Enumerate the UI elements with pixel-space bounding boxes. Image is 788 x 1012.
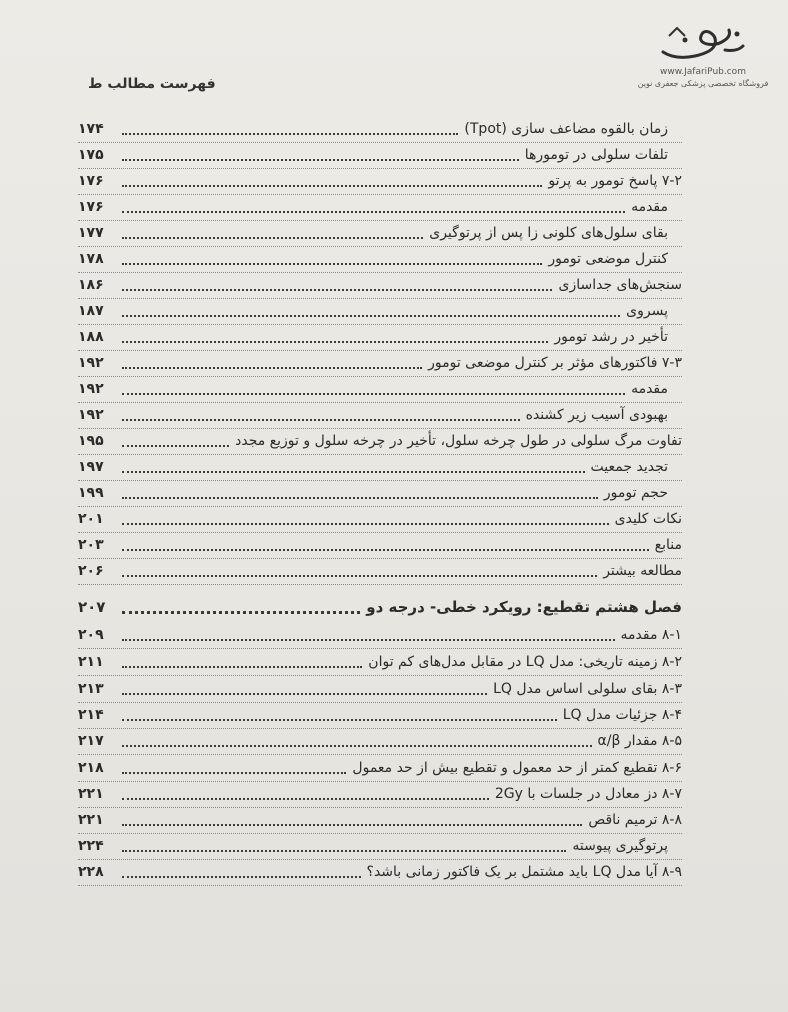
toc-page-number: ۱۹۲ xyxy=(78,355,104,371)
toc-entry-title: حجم تومور xyxy=(603,485,668,501)
row-divider xyxy=(78,454,682,455)
toc-entry-title: ۸-۸ ترمیم ناقص xyxy=(588,812,682,828)
dot-leader xyxy=(122,289,552,291)
toc-row[interactable] xyxy=(78,352,682,374)
running-header: فهرست مطالب ط xyxy=(88,76,216,92)
dot-leader xyxy=(122,523,609,525)
row-divider xyxy=(78,168,682,169)
toc-page-number: ۲۰۷ xyxy=(78,598,106,616)
toc-entry-title: ۸-۳ بقای سلولی اساس مدل LQ xyxy=(493,681,682,697)
toc-row[interactable] xyxy=(78,783,682,805)
toc-row[interactable] xyxy=(78,404,682,426)
toc-row[interactable] xyxy=(78,835,682,857)
dot-leader xyxy=(122,341,548,343)
toc-entry-title: ۸-۲ زمینه تاریخی: مدل LQ در مقابل مدل‌های کم توان xyxy=(368,654,682,670)
toc-chapter-row[interactable] xyxy=(78,596,682,618)
dot-leader xyxy=(122,876,361,878)
toc-row[interactable] xyxy=(78,624,682,646)
dot-leader xyxy=(122,471,585,473)
row-divider xyxy=(78,506,682,507)
dot-leader xyxy=(122,133,458,135)
row-divider xyxy=(78,702,682,703)
dot-leader xyxy=(122,263,542,265)
row-divider xyxy=(78,428,682,429)
toc-entry-title: ۸-۱ مقدمه xyxy=(620,627,682,643)
toc-entry-title: ۸-۷ دز معادل در جلسات با 2Gy xyxy=(494,786,682,802)
toc-row[interactable] xyxy=(78,534,682,556)
dot-leader xyxy=(122,745,592,747)
row-divider xyxy=(78,480,682,481)
toc-entry-title: ۷-۳ فاکتورهای مؤثر بر کنترل موضعی تومور xyxy=(428,355,682,371)
dot-leader xyxy=(122,445,229,447)
row-divider xyxy=(78,807,682,808)
toc-row[interactable] xyxy=(78,248,682,270)
dot-leader xyxy=(122,211,625,213)
dot-leader xyxy=(122,367,422,369)
row-divider xyxy=(78,298,682,299)
dot-leader xyxy=(122,666,362,668)
row-divider xyxy=(78,584,682,585)
toc-row[interactable] xyxy=(78,222,682,244)
toc-row[interactable] xyxy=(78,118,682,140)
toc-entry-title: پرتوگیری پیوسته xyxy=(572,838,668,854)
toc-entry-title: ۸-۵ مقدار α/β xyxy=(597,733,682,749)
toc-row[interactable] xyxy=(78,861,682,883)
toc-entry-title: تلفات سلولی در تومورها xyxy=(524,147,668,163)
row-divider xyxy=(78,885,682,886)
toc-row[interactable] xyxy=(78,651,682,673)
toc-entry-title: کنترل موضعی تومور xyxy=(548,251,668,267)
toc-entry-title: ۸-۹ آیا مدل LQ باید مشتمل بر یک فاکتور زمانی باشد؟ xyxy=(366,864,682,880)
dot-leader xyxy=(122,237,423,239)
row-divider xyxy=(78,532,682,533)
toc-entry-title: پسروی xyxy=(626,303,668,319)
toc-entry-title: مطالعه بیشتر xyxy=(603,563,682,579)
row-divider xyxy=(78,246,682,247)
toc-entry-title: بهبودی آسیب زیر کشنده xyxy=(525,407,668,423)
row-divider xyxy=(78,675,682,676)
row-divider xyxy=(78,728,682,729)
row-divider xyxy=(78,558,682,559)
toc-page-number: ۲۰۱ xyxy=(78,511,104,527)
toc-page-number: ۲۱۱ xyxy=(78,654,104,670)
toc-page-number: ۱۹۲ xyxy=(78,381,104,397)
toc-page-number: ۲۱۸ xyxy=(78,760,104,776)
dot-leader xyxy=(122,719,557,721)
toc-page-number: ۱۹۹ xyxy=(78,485,104,501)
toc-entry-title: سنجش‌های جداسازی xyxy=(558,277,682,293)
row-divider xyxy=(78,781,682,782)
row-divider xyxy=(78,220,682,221)
toc-page-number: ۲۲۸ xyxy=(78,864,104,880)
row-divider xyxy=(78,833,682,834)
toc-page-number: ۱۹۷ xyxy=(78,459,104,475)
toc-row[interactable] xyxy=(78,482,682,504)
dot-leader xyxy=(122,850,566,852)
toc-page-number: ۲۲۱ xyxy=(78,786,104,802)
toc-row[interactable] xyxy=(78,560,682,582)
dot-leader xyxy=(122,497,598,499)
toc-entry-title: ۸-۶ تقطیع کمتر از حد معمول و تقطیع بیش از حد معمول xyxy=(352,760,682,776)
toc-page-number: ۱۹۵ xyxy=(78,433,104,449)
toc-row[interactable] xyxy=(78,508,682,530)
toc-page-number: ۲۱۳ xyxy=(78,681,104,697)
toc-entry-title: تأخیر در رشد تومور xyxy=(554,329,668,345)
toc-page-number: ۲۰۳ xyxy=(78,537,104,553)
row-divider xyxy=(78,754,682,755)
toc-page-number: ۱۹۲ xyxy=(78,407,104,423)
dot-leader xyxy=(122,419,520,421)
toc-entry-title: ۸-۴ جزئیات مدل LQ xyxy=(562,707,682,723)
toc-page-number: ۲۰۹ xyxy=(78,627,104,643)
dot-leader xyxy=(122,798,489,800)
toc-page-number: ۱۸۶ xyxy=(78,277,104,293)
toc-entry-title: بقای سلول‌های کلونی زا پس از پرتوگیری xyxy=(429,225,668,241)
toc-row[interactable] xyxy=(78,809,682,831)
toc-row[interactable] xyxy=(78,144,682,166)
toc-page-number: ۲۱۷ xyxy=(78,733,104,749)
toc-entry-title: تفاوت مرگ سلولی در طول چرخه سلول، تأخیر در چرخه سلول و توزیع مجدد xyxy=(235,433,682,449)
toc-page-number: ۲۱۴ xyxy=(78,707,104,723)
dot-leader xyxy=(122,575,597,577)
dot-leader xyxy=(122,393,625,395)
row-divider xyxy=(78,272,682,273)
row-divider xyxy=(78,350,682,351)
toc-page-number: ۱۸۷ xyxy=(78,303,104,319)
toc-entry-title: مقدمه xyxy=(631,199,668,215)
toc-row[interactable] xyxy=(78,326,682,348)
row-divider xyxy=(78,324,682,325)
publisher-url[interactable]: www.JafariPub.com xyxy=(660,67,746,77)
toc-row[interactable] xyxy=(78,730,682,752)
toc-page-number: ۱۸۸ xyxy=(78,329,104,345)
toc-entry-title: فصل هشتم تقطیع: رویکرد خطی- درجه دو xyxy=(366,598,682,616)
toc-row[interactable] xyxy=(78,704,682,726)
toc-page-number: ۱۷۶ xyxy=(78,199,104,215)
toc-row[interactable] xyxy=(78,378,682,400)
dot-leader xyxy=(122,549,649,551)
row-divider xyxy=(78,859,682,860)
dot-leader xyxy=(122,185,542,187)
toc-entry-title: تجدید جمعیت xyxy=(590,459,668,475)
row-divider xyxy=(78,402,682,403)
dot-leader xyxy=(122,159,519,161)
toc-row[interactable] xyxy=(78,678,682,700)
toc-page-number: ۲۲۴ xyxy=(78,838,104,854)
toc-entry-title: منابع xyxy=(654,537,682,553)
toc-entry-title: مقدمه xyxy=(631,381,668,397)
toc-row[interactable] xyxy=(78,274,682,296)
row-divider xyxy=(78,648,682,649)
toc-row[interactable] xyxy=(78,300,682,322)
toc-page-number: ۱۷۵ xyxy=(78,147,104,163)
toc-row[interactable] xyxy=(78,757,682,779)
toc-page-number: ۱۷۴ xyxy=(78,121,104,137)
dot-leader xyxy=(122,639,615,641)
toc-entry-title: ۷-۲ پاسخ تومور به پرتو xyxy=(548,173,682,189)
toc-page-number: ۲۰۶ xyxy=(78,563,104,579)
toc-page-number: ۲۲۱ xyxy=(78,812,104,828)
dot-leader xyxy=(122,693,487,695)
row-divider xyxy=(78,142,682,143)
row-divider xyxy=(78,376,682,377)
toc-row[interactable] xyxy=(78,430,682,452)
toc-page-number: ۱۷۶ xyxy=(78,173,104,189)
toc-row[interactable] xyxy=(78,170,682,192)
dot-leader xyxy=(122,315,620,317)
toc-page-number: ۱۷۷ xyxy=(78,225,104,241)
toc-row[interactable] xyxy=(78,456,682,478)
toc-row[interactable] xyxy=(78,196,682,218)
dot-leader xyxy=(122,611,360,614)
dot-leader xyxy=(122,824,582,826)
toc-entry-title: نکات کلیدی xyxy=(614,511,682,527)
toc-entry-title: زمان بالقوه مضاعف سازی (Tpot) xyxy=(464,121,668,137)
row-divider xyxy=(78,194,682,195)
toc-page-number: ۱۷۸ xyxy=(78,251,104,267)
dot-leader xyxy=(122,772,346,774)
publisher-shop-name: فروشگاه تخصصی پزشکی جعفری نوین xyxy=(637,79,769,88)
